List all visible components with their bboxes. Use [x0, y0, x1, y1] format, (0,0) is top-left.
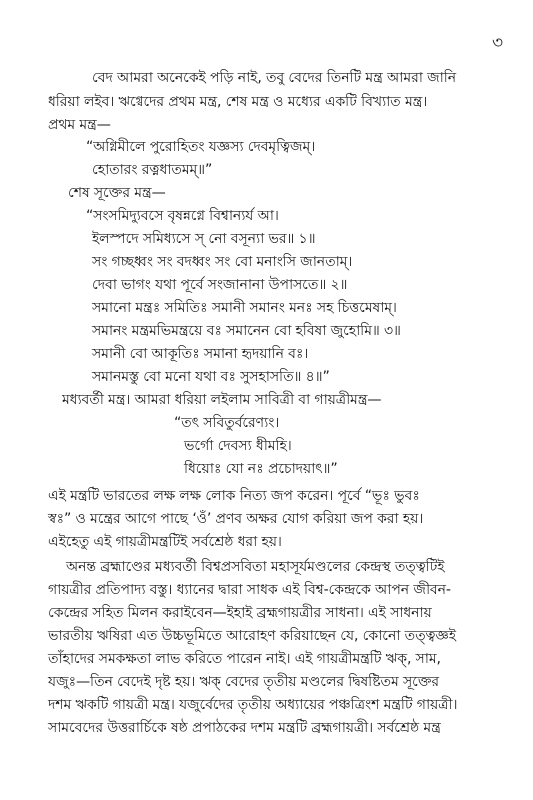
text-line: ধিয়োঃ যো নঃ প্রচোদয়াৎ॥” — [184, 461, 338, 477]
text-line: সামবেদের উত্তরার্চিকে ষষ্ঠ প্রপাঠকের দশম মন্ত্রটি ব্রহ্মগায়ত্রী। সর্বশ্রেষ্ঠ মন্ত্র — [48, 720, 441, 736]
text-line: দশম ঋকটি গায়ত্রী মন্ত্র। যজুর্বেদের তৃতীয় অধ্যায়ের পঞ্চত্রিংশ মন্ত্রটি গায়ত্রী। — [48, 697, 458, 713]
text-line: ভর্গো দেবস্য ধীমহি। — [184, 438, 292, 454]
text-line: গায়ত্রীর প্রতিপাদ্য বস্তু। ধ্যানের দ্বারা সাধক এই বিশ্ব-কেন্দ্রকে আপন জীবন- — [48, 582, 451, 598]
text-line: দেবা ভাগং যথা পূর্বে সংজানানা উপাসতে॥ ২॥ — [92, 277, 348, 293]
page-number: ৩ — [491, 33, 503, 53]
text-line: প্রথম মন্ত্র— — [48, 117, 111, 133]
text-line: এই মন্ত্রটি ভারতের লক্ষ লক্ষ লোক নিত্য জপ করেন। পূর্বে “ভূঃ ভুবঃ — [48, 488, 420, 504]
text-line: সমানী বো আকূতিঃ সমানা হৃদয়ানি বঃ। — [92, 346, 309, 362]
text-line: যজুঃ—তিন বেদেই দৃষ্ট হয়। ঋক্ বেদের তৃতীয় মণ্ডলের দ্বিষষ্টিতম সূক্তের — [48, 674, 440, 690]
text-line: “অগ্নিমীলে পুরোহিতং যজ্ঞস্য দেবমৃত্বিজম্। — [86, 139, 316, 155]
text-line: “তৎ সবিতুর্বরেণ্যং। — [174, 415, 280, 431]
text-line: মধ্যবর্তী মন্ত্র। আমরা ধরিয়া লইলাম সাবিত্রী বা গায়ত্রীমন্ত্র— — [62, 392, 382, 408]
text-line: অনন্ত ব্রহ্মাণ্ডের মধ্যবর্তী বিশ্বপ্রসবিতা মহাসূর্যমণ্ডলের কেন্দ্রস্থ তত্ত্বটিই — [66, 559, 445, 575]
text-line: সমানমস্তু বো মনো যথা বঃ সুসহাসতি॥ ৪॥” — [92, 369, 330, 385]
text-line: সমানো মন্ত্রঃ সমিতিঃ সমানী সমানং মনঃ সহ চিত্তমেষাম্। — [92, 300, 397, 316]
text-line: ধরিয়া লইব। ঋগ্বেদের প্রথম মন্ত্র, শেষ মন্ত্র ও মধ্যের একটি বিখ্যাত মন্ত্র। — [48, 94, 428, 110]
text-line: তাঁহাদের সমকক্ষতা লাভ করিতে পারেন নাই। এই গায়ত্রীমন্ত্রটি ঋক্, সাম, — [48, 651, 441, 667]
text-line: সং গচ্ছধ্বং সং বদধ্বং সং বো মনাংসি জানতাম্। — [92, 254, 353, 270]
text-line: ভারতীয় ঋষিরা এত উচ্চভূমিতে আরোহণ করিয়াছেন যে, কোনো তত্ত্বজ্ঞই — [48, 628, 456, 644]
text-line: এইহেতু এই গায়ত্রীমন্ত্রটিই সর্বশ্রেষ্ঠ ধরা হয়। — [48, 534, 282, 550]
text-line: ইলস্পদে সমিধ্যসে স্ নো বসূন্যা ভর॥ ১॥ — [92, 231, 316, 247]
text-line: শেষ সূক্তের মন্ত্র— — [68, 185, 166, 201]
text-line: হোতারং রত্নধাতমম্॥” — [92, 162, 213, 178]
text-line: স্বঃ” ও মন্ত্রের আগে পাছে ‘ওঁ’ প্রণব অক্ষর যোগ করিয়া জপ করা হয়। — [48, 511, 424, 527]
text-line: “সংসমিদ্যুবসে বৃষন্নগ্নে বিশ্বান্যর্য আ। — [86, 208, 279, 224]
text-line: কেন্দ্রের সহিত মিলন করাইবেন—ইহাই ব্রহ্মগায়ত্রীর সাধনা। এই সাধনায় — [48, 605, 432, 621]
text-line: বেদ আমরা অনেকেই পড়ি নাই, তবু বেদের তিনটি মন্ত্র আমরা জানি — [92, 70, 457, 86]
text-line: সমানং মন্ত্রমভিমন্ত্রয়ে বঃ সমানেন বো হবিষা জুহোমি॥ ৩॥ — [92, 323, 401, 339]
